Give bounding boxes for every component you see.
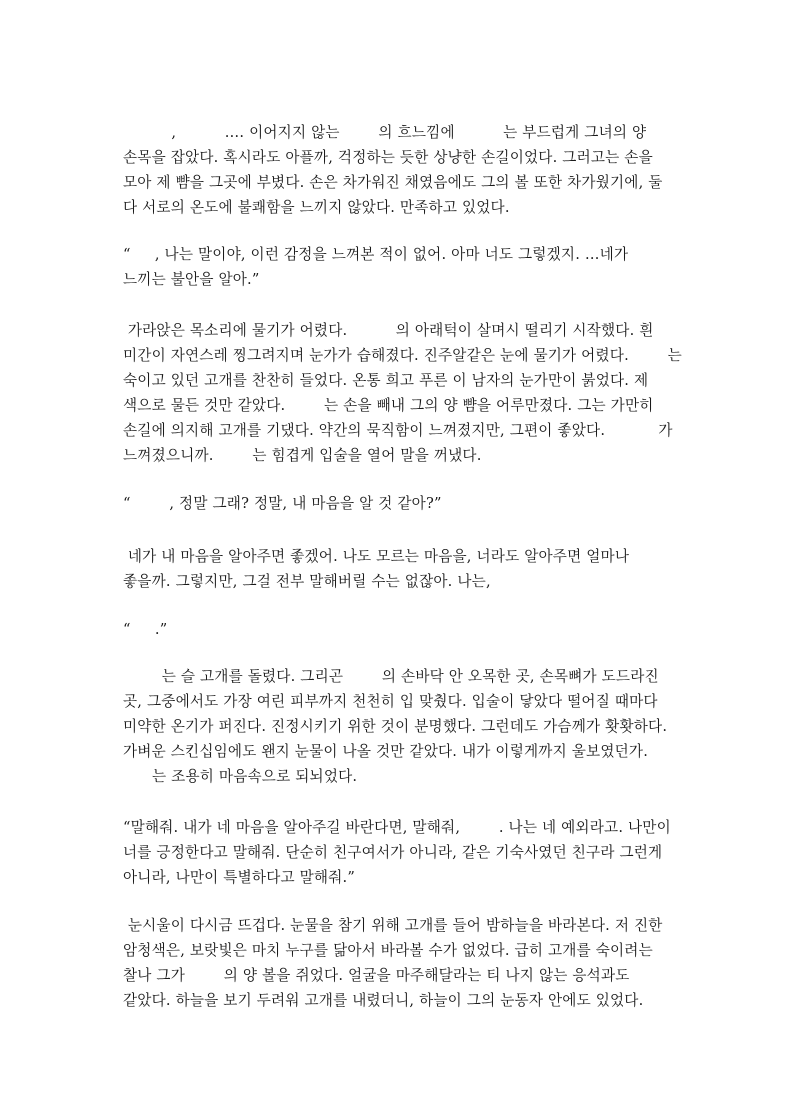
text-line: “ , 나는 말이야, 이런 감정을 느껴본 적이 없어. 아마 너도 그렇겠지. …네가: [123, 246, 629, 263]
text-line: 가벼운 스킨십임에도 왠지 눈물이 나올 것만 같았다. 내가 이렇게까지 울보였던가.: [123, 743, 649, 760]
text-line: 느끼는 불안을 알아.”: [123, 271, 260, 288]
text-line: 모아 제 뺨을 그곳에 부볐다. 손은 차가워진 채였음에도 그의 볼 또한 차가웠기에, 둘: [123, 174, 663, 191]
text-line: 좋을까. 그렇지만, 그걸 전부 말해버릴 수는 없잖아. 나는,: [123, 573, 491, 590]
text-line: 아니라, 나만이 특별하다고 말해줘.”: [123, 869, 356, 886]
text-line: 눈시울이 다시금 뜨겁다. 눈물을 참기 위해 고개를 들어 밤하늘을 바라본다. 저 진한: [123, 917, 663, 934]
text-line: 미약한 온기가 퍼진다. 진정시키기 위한 것이 분명했다. 그런데도 가슴께가 홧홧하다.: [123, 718, 668, 735]
text-line: “ .”: [123, 621, 168, 638]
text-line: 너를 긍정한다고 말해줘. 단순히 친구여서가 아니라, 같은 기숙사였던 친구라 그런게: [123, 844, 663, 861]
text-line: 다 서로의 온도에 불쾌함을 느끼지 않았다. 만족하고 있었다.: [123, 199, 510, 216]
text-line: 암청색은, 보랏빛은 마치 누구를 닮아서 바라볼 수가 없었다. 급히 고개를 숙이려는: [123, 942, 653, 959]
text-line: 색으로 물든 것만 같았다. 는 손을 빼내 그의 양 뺨을 어루만졌다. 그는 가만히: [123, 397, 654, 414]
text-line: 손목을 잡았다. 혹시라도 아플까, 걱정하는 듯한 상냥한 손길이었다. 그러고는 손을: [123, 149, 653, 166]
text-line: “ , 정말 그래? 정말, 내 마음을 알 것 같아?”: [123, 495, 442, 512]
text-line: 같았다. 하늘을 보기 두려워 고개를 내렸더니, 하늘이 그의 눈동자 안에도 있었다.: [123, 992, 644, 1009]
text-line: “말해줘. 내가 네 마음을 알아주길 바란다면, 말해줘, . 나는 네 예외라고. 나만이: [123, 819, 671, 836]
text-line: 는 슬 고개를 돌렸다. 그리곤 의 손바닥 안 오목한 곳, 손목뼈가 도드라진: [123, 668, 659, 685]
text-line: 가라앉은 목소리에 물기가 어렸다. 의 아래턱이 살며시 떨리기 시작했다. 흰: [123, 322, 654, 339]
text-line: 손길에 의지해 고개를 기댔다. 약간의 묵직함이 느껴졌지만, 그편이 좋았다. 가: [123, 422, 673, 439]
text-line: 느껴졌으니까. 는 힘겹게 입술을 열어 말을 꺼냈다.: [123, 447, 482, 464]
text-line: 숙이고 있던 고개를 찬찬히 들었다. 온통 희고 푸른 이 남자의 눈가만이 붉었다. 제: [123, 372, 649, 389]
text-line: 네가 내 마음을 알아주면 좋겠어. 나도 모르는 마음을, 너라도 알아주면 얼마나: [123, 548, 630, 565]
text-line: 는 조용히 마음속으로 되뇌었다.: [123, 768, 358, 785]
text-line: 찰나 그가 의 양 볼을 쥐었다. 얼굴을 마주해달라는 티 나지 않는 응석과도: [123, 967, 630, 984]
text-line: , …. 이어지지 않는 의 흐느낌에 는 부드럽게 그녀의 양: [123, 124, 647, 141]
text-line: 곳, 그중에서도 가장 여린 피부까지 천천히 입 맞췄다. 입술이 닿았다 떨어질 때마다: [123, 693, 658, 710]
text-line: 미간이 자연스레 찡그려지며 눈가가 습해졌다. 진주알같은 눈에 물기가 어렸다. 는: [123, 347, 682, 364]
